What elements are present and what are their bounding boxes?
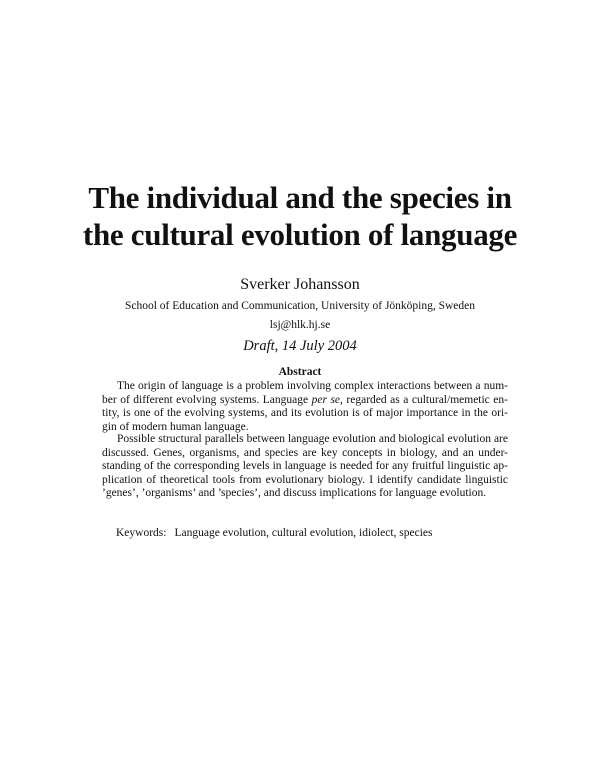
paper-title-line-2: the cultural evolution of language xyxy=(82,217,518,252)
abstract-p1-line-2 xyxy=(102,394,508,408)
abstract-p1-emphasis: per se xyxy=(311,393,341,406)
abstract-p1-line-1: The origin of language is a problem involving complex interactions between a num- xyxy=(116,380,508,392)
keywords-label: Keywords: xyxy=(116,527,167,539)
abstract-p1-line-4: gin of modern human language. xyxy=(102,420,249,433)
draft-date: Draft, 14 July 2004 xyxy=(243,338,357,354)
abstract-heading: Abstract xyxy=(278,366,322,378)
author-affiliation: School of Education and Communication, University of Jönköping, Sweden xyxy=(124,300,476,312)
abstract-paragraph-2 xyxy=(102,433,508,501)
abstract-p1-line-2-start: ber of different evolving systems. Language xyxy=(102,393,309,406)
abstract-p2-line-3: standing of the corresponding levels in language is needed for any fruitful linguistic ap- xyxy=(102,460,508,472)
author-email: lsj@hlk.hj.se xyxy=(269,319,331,331)
abstract-p2-line-4: plication of theoretical tools from evolutionary biology. I identify candidate linguistic xyxy=(102,473,508,486)
abstract-p1-line-2-end: , regarded as a cultural/memetic en- xyxy=(340,393,508,406)
keywords-value: Language evolution, cultural evolution, idiolect, species xyxy=(174,527,433,539)
author-name: Sverker Johansson xyxy=(240,276,360,293)
keywords-line xyxy=(116,527,433,539)
abstract-p2-line-5: ’genes’, ’organisms’ and ’species’, and discuss implications for language evolution. xyxy=(102,487,487,499)
abstract-p2-line-1: Possible structural parallels between language evolution and biological evolution are xyxy=(116,433,508,445)
abstract-p2-line-2: discussed. Genes, organisms, and species are key concepts in biology, and an under- xyxy=(102,446,508,459)
abstract-p1-line-3: tity, is one of the evolving systems, and its evolution is of major importance in the ori- xyxy=(102,407,508,419)
paper-title-line-1: The individual and the species in xyxy=(88,180,512,215)
abstract-paragraph-1 xyxy=(102,380,508,434)
